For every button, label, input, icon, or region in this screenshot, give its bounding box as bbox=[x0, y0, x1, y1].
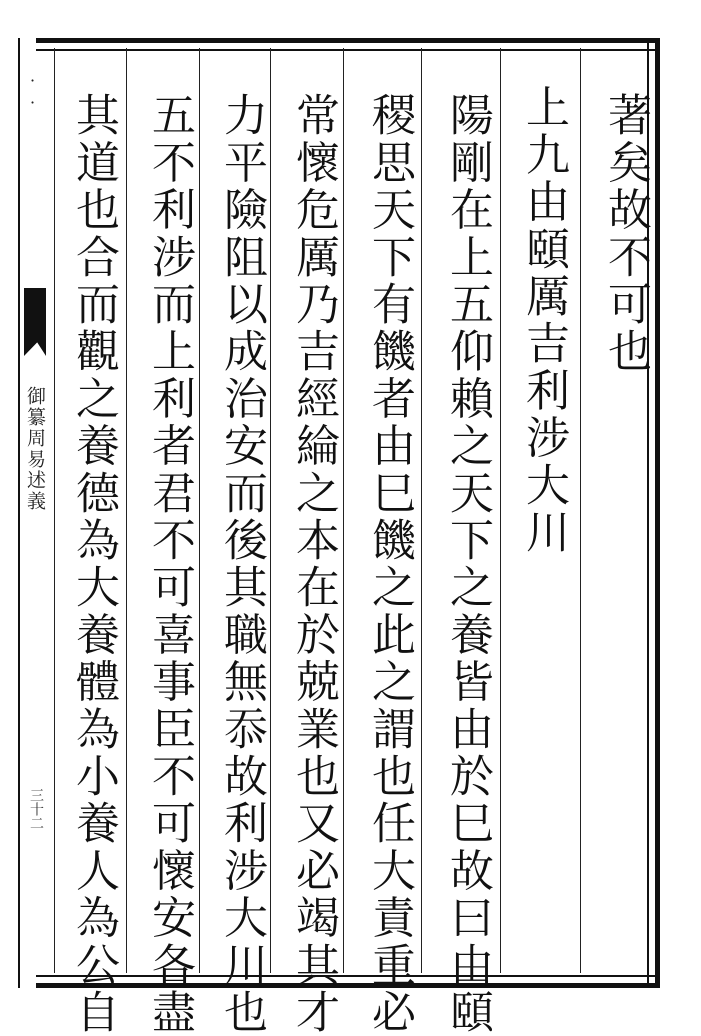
margin-book-title: 御纂周易述義 bbox=[24, 386, 46, 512]
column-rule bbox=[580, 48, 581, 973]
text-column-4: 稷思天下有饑者由巳饑之此之謂也任大責重必 bbox=[364, 92, 415, 1036]
column-rule bbox=[500, 48, 501, 973]
fishtail-mark bbox=[24, 288, 46, 356]
text-column-6: 力平險阻以成治安而後其職無忝故利涉大川也 bbox=[216, 92, 267, 1036]
margin-ornament: · · bbox=[30, 71, 36, 112]
text-column-5: 常懷危厲乃吉經綸之本在於兢業也又必竭其才 bbox=[288, 92, 339, 1036]
text-column-3: 陽剛在上五仰賴之天下之養皆由於巳故曰由頤 bbox=[442, 92, 493, 1036]
text-column-8: 其道也合而觀之養德為大養體為小養人為公自 bbox=[68, 92, 119, 1036]
text-column-1: 著矣故不可也 bbox=[600, 92, 651, 376]
column-rule bbox=[126, 48, 127, 973]
frame-inner-top-rule bbox=[36, 49, 655, 51]
margin-rule bbox=[18, 38, 20, 988]
frame-inner-bottom-rule bbox=[36, 975, 655, 977]
text-column-7: 五不利涉而上利者君不可喜事臣不可懷安各盡 bbox=[144, 92, 195, 1036]
column-rule bbox=[421, 48, 422, 973]
page-number: 三十二 bbox=[28, 788, 44, 830]
text-column-2-heading: 上九由頤厲吉利涉大川 bbox=[518, 84, 569, 556]
column-rule bbox=[54, 48, 55, 973]
